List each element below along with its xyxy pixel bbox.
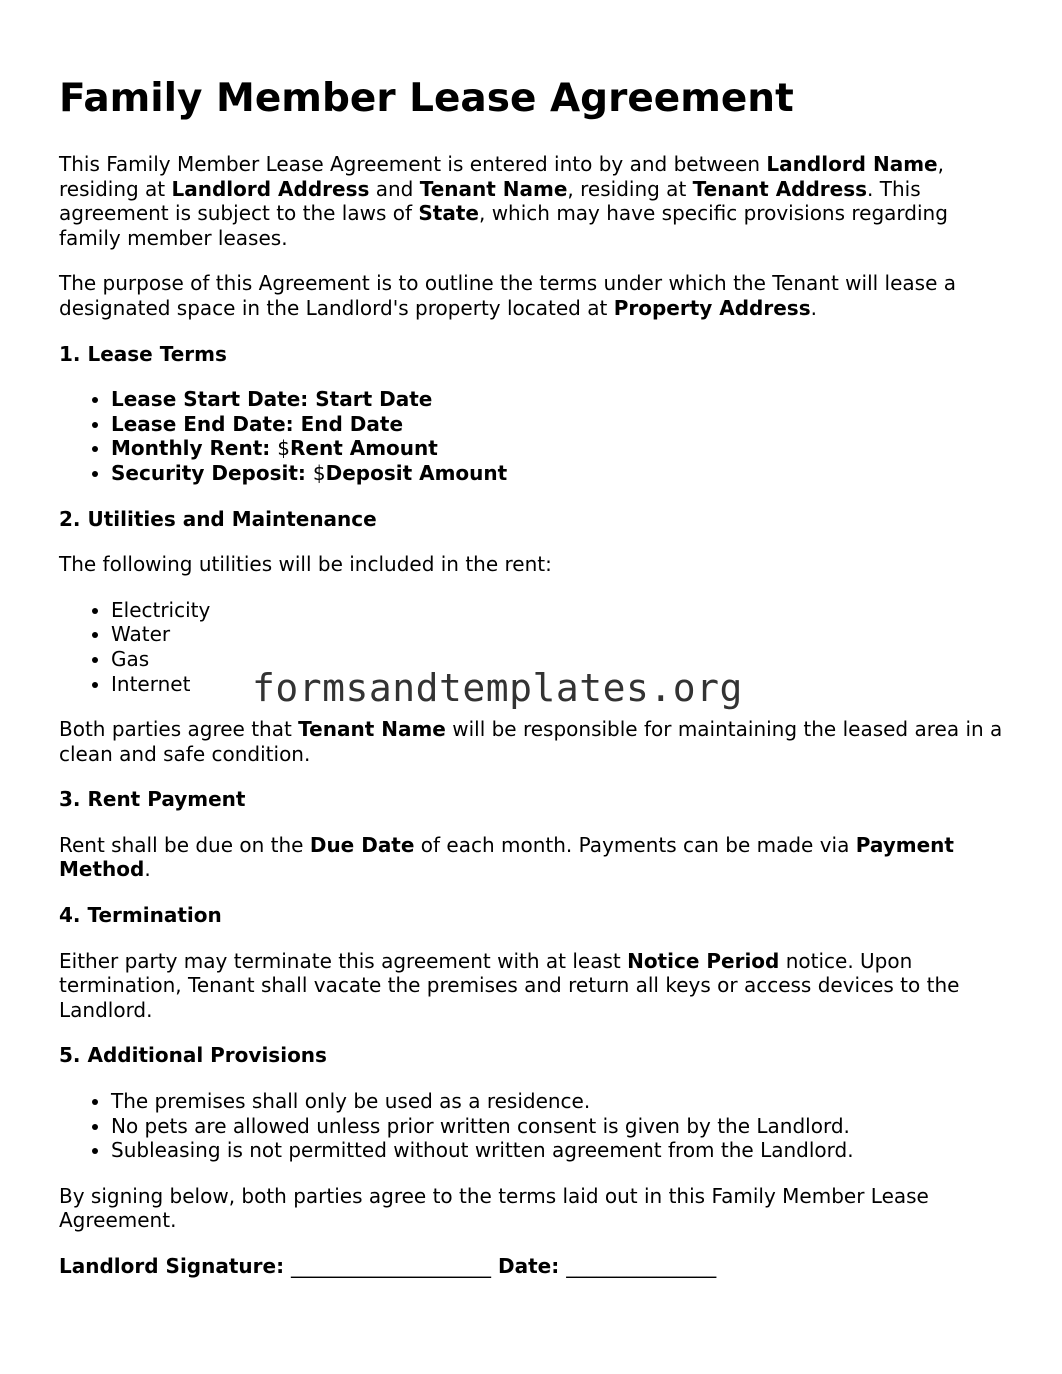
section-heading-utilities: 2. Utilities and Maintenance	[59, 506, 377, 531]
notice-period-field: Notice Period	[627, 948, 780, 973]
term-value: Deposit Amount	[325, 460, 508, 485]
list-item: • Subleasing is not permitted without written agreement from the Landlord.	[111, 1138, 1009, 1163]
term-label: Lease End Date:	[111, 411, 301, 436]
termination-text: notice. Upon termination, Tenant shall vacate the premises and return all keys or access devices to the Landlord.	[59, 948, 960, 1022]
section-heading-rent-payment: 3. Rent Payment	[59, 787, 246, 812]
term-label: Lease Start Date:	[111, 387, 316, 412]
purpose-paragraph	[59, 271, 1009, 320]
termination-text: Either party may terminate this agreement with at least	[59, 948, 628, 973]
termination-paragraph	[59, 949, 1009, 1023]
closing-paragraph: By signing below, both parties agree to the terms laid out in this Family Member Lease Agreement.	[59, 1183, 929, 1233]
landlord-address-field: Landlord Address	[171, 176, 370, 201]
list-item	[111, 461, 1009, 486]
list-item: • Internet	[111, 672, 1009, 697]
intro-text: . This agreement is subject to the laws of	[59, 176, 921, 226]
tenant-name-field: Tenant Name	[419, 176, 568, 201]
intro-paragraph	[59, 152, 1009, 250]
section-heading-additional-provisions: 5. Additional Provisions	[59, 1043, 327, 1068]
utilities-lead: The following utilities will be included in the rent:	[59, 552, 552, 577]
payment-method-field: Payment Method	[59, 832, 954, 882]
list-item: • The premises shall only be used as a residence.	[111, 1089, 1009, 1114]
rent-text: Rent shall be due on the	[59, 832, 310, 857]
landlord-signature-blank[interactable]: ____________________	[291, 1254, 492, 1278]
term-value: End Date	[300, 411, 404, 436]
state-field: State	[418, 201, 479, 226]
rent-text: of each month. Payments can be made via	[414, 832, 856, 857]
term-label: Security Deposit:	[111, 460, 313, 485]
term-label: Monthly Rent:	[111, 436, 278, 461]
intro-text: , residing at	[59, 152, 944, 201]
list-item	[111, 387, 1009, 412]
lease-terms-list	[59, 387, 1009, 485]
watermark: formsandtemplates.org	[252, 666, 743, 710]
section-heading-lease-terms: 1. Lease Terms	[59, 341, 227, 366]
landlord-name-field: Landlord Name	[766, 152, 938, 176]
provisions-list	[59, 1089, 1009, 1163]
document-title: Family Member Lease Agreement	[59, 76, 794, 121]
intro-text: This Family Member Lease Agreement is entered into by and between	[59, 152, 767, 176]
date-label: Date:	[491, 1254, 567, 1278]
term-prefix: $	[277, 436, 290, 461]
tenant-address-field: Tenant Address	[692, 176, 868, 201]
intro-text: , residing at	[567, 176, 693, 201]
intro-text: , which may have specific provisions regarding family member leases.	[59, 201, 948, 250]
purpose-text: The purpose of this Agreement is to outline the terms under which the Tenant will lease a designated space in the Landlord's property located at	[59, 271, 957, 320]
term-prefix: $	[312, 460, 326, 485]
list-item	[111, 436, 1009, 461]
term-value: Start Date	[315, 387, 433, 412]
maintenance-paragraph	[59, 717, 1009, 766]
signature-line	[59, 1254, 1009, 1279]
date-blank[interactable]: _______________	[566, 1254, 717, 1278]
section-heading-termination: 4. Termination	[59, 903, 222, 928]
maintenance-text: will be responsible for maintaining the leased area in a clean and safe condition.	[59, 717, 1003, 766]
property-address-field: Property Address	[613, 295, 811, 320]
list-item: • No pets are allowed unless prior written consent is given by the Landlord.	[111, 1114, 1009, 1139]
intro-text: and	[369, 176, 420, 201]
maintenance-text: Both parties agree that	[59, 717, 299, 742]
list-item: • Electricity	[111, 598, 1009, 623]
landlord-signature-label: Landlord Signature:	[59, 1254, 292, 1278]
list-item	[111, 412, 1009, 437]
list-item: • Gas	[111, 647, 1009, 672]
tenant-name-field: Tenant Name	[298, 717, 446, 742]
due-date-field: Due Date	[309, 832, 415, 857]
term-value: Rent Amount	[290, 436, 438, 461]
rent-text: .	[144, 857, 151, 882]
list-item: • Water	[111, 622, 1009, 647]
purpose-text: .	[810, 295, 817, 320]
rent-payment-paragraph	[59, 833, 1009, 882]
